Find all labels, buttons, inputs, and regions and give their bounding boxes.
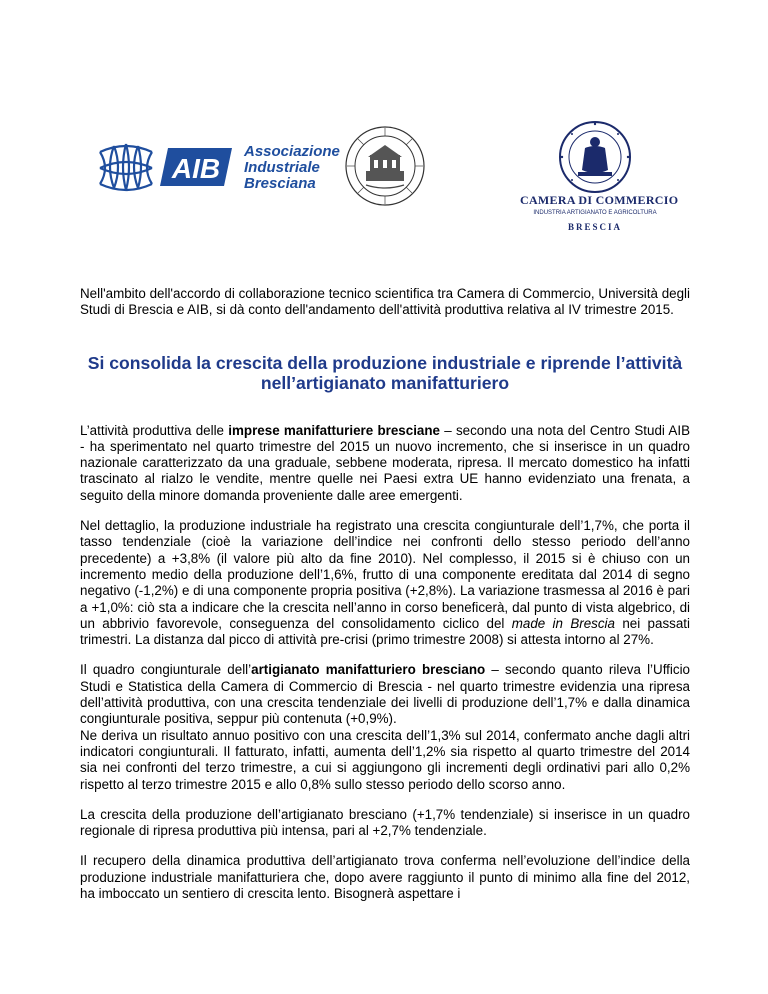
aib-network-icon — [96, 142, 156, 192]
paragraph-risultato-annuo: Ne deriva un risultato annuo positivo con una crescita dell’1,3% sul 2014, confermato anche dagli altri indicatori congiunturali. Il fatturato, infatti, aumenta dell’1,2% sia rispetto al quarto trimestre del 2014 sia nei confronti del terzo trimestre, a cui si aggiungono gli incrementi degli ordinativi pari allo 0,2% rispetto al terzo trimestre 2015 e allo 0,8% sullo stesso periodo dello scorso anno. — [80, 727, 690, 792]
paragraph-manifatturiere — [80, 423, 690, 504]
camera-title: CAMERA DI COMMERCIO — [520, 193, 679, 207]
p2-text-a: Nel dettaglio, la produzione industriale ha registrato una crescita congiunturale dell’1,7%, che porta il tasso tendenziale (cioè la variazione dell’indice nei confronti dello stesso periodo dell’anno precedente) a +3,8% (il valore più alto da fine 2010). Nel complesso, il 2015 si è chiuso con un incremento medio della produzione dell’1,6%, frutto di una componente ereditata dal 2014 di segno negativo (-1,2%) e di una componente propria positiva (+2,8%). La variazione trasmessa al 2016 è pari a +1,0%: ciò sta a indicare che la crescita nell’anno in corso beneficerà, dal punto di vista algebrico, di un abbrivio favorevole, conseguenza del consolidamento ciclico del — [80, 518, 690, 631]
document-body — [80, 286, 690, 902]
p3-bold: artigianato manifatturiero bresciano — [251, 662, 486, 678]
paragraph-artigianato — [80, 662, 690, 727]
aib-name-line1: Associazione — [244, 143, 340, 160]
camera-city: BRESCIA — [567, 222, 622, 232]
paragraph-dettaglio — [80, 518, 690, 648]
aib-logo — [96, 140, 340, 200]
p3-text-a: Il quadro congiunturale dell’ — [80, 662, 252, 678]
university-seal-icon — [344, 125, 426, 207]
header-logos — [0, 0, 768, 270]
p2-italic: made in Brescia — [511, 615, 615, 631]
p1-text-a: L’attività produttiva delle — [80, 422, 229, 438]
aib-mark-icon — [158, 144, 234, 190]
p1-text-c: – secondo una nota del Centro Studi AIB - ha sperimentato nel quarto trimestre del 2015 un nuovo incremento, che si inserisce in un quadro nazionale caratterizzato da una graduale, sebbene moderata, ripresa. Il mercato domestico ha infatti trascinato al rialzo le vendite, mentre quelle nei Paesi extra UE hanno evidenziato una frenata, a seguito della minore domanda proveniente dalle aree emergenti. — [80, 422, 691, 503]
paragraph-crescita-regionale: La crescita della produzione dell’artigianato bresciano (+1,7% tendenziale) si inserisce in un quadro regionale di ripresa produttiva più intensa, pari al +2,7% tendenziale. — [80, 806, 690, 839]
aib-name-line3: Bresciana — [244, 175, 316, 192]
camera-subtitle: INDUSTRIA ARTIGIANATO E AGRICOLTURA — [533, 210, 657, 216]
p1-bold: imprese manifatturiere bresciane — [228, 422, 440, 438]
aib-name-line2: Industriale — [244, 159, 320, 176]
intro-paragraph: Nell'ambito dell'accordo di collaborazione tecnico scientifica tra Camera di Commercio, Università degli Studi di Brescia e AIB, si dà conto dell'andamento dell'attività produttiva relativa al IV trimestre 2015. — [80, 286, 690, 318]
camera-commercio-logo — [520, 120, 700, 260]
paragraph-recupero: Il recupero della dinamica produttiva dell’artigianato trova conferma nell’evoluzione dell’indice della produzione industriale manifatturiera che, dopo avere raggiunto il punto di minimo alla fine del 2012, ha imboccato un sentiero di crescita lento. Bisognerà aspettare i — [80, 853, 690, 902]
page-title: Si consolida la crescita della produzione industriale e riprende l’attività nell’artigianato manifatturiero — [87, 352, 683, 393]
camera-seal-icon — [558, 120, 632, 196]
aib-mark-text: AIB — [171, 153, 221, 184]
p3-text-c: – secondo quanto rileva l’Ufficio Studi e Statistica della Camera di Commercio di Brescia - nel quarto trimestre evidenzia una ripresa dell’attività produttiva, con una crescita tendenziale dei livelli di produzione dell’1,7% e dalla dinamica congiunturale positiva, seppur più contenuta (+0,9%). — [80, 662, 690, 727]
p2-text-c: nei passati trimestri. La distanza dal picco di attività pre-crisi (primo trimestre 2008) si attesta intorno al 27%. — [80, 615, 690, 648]
